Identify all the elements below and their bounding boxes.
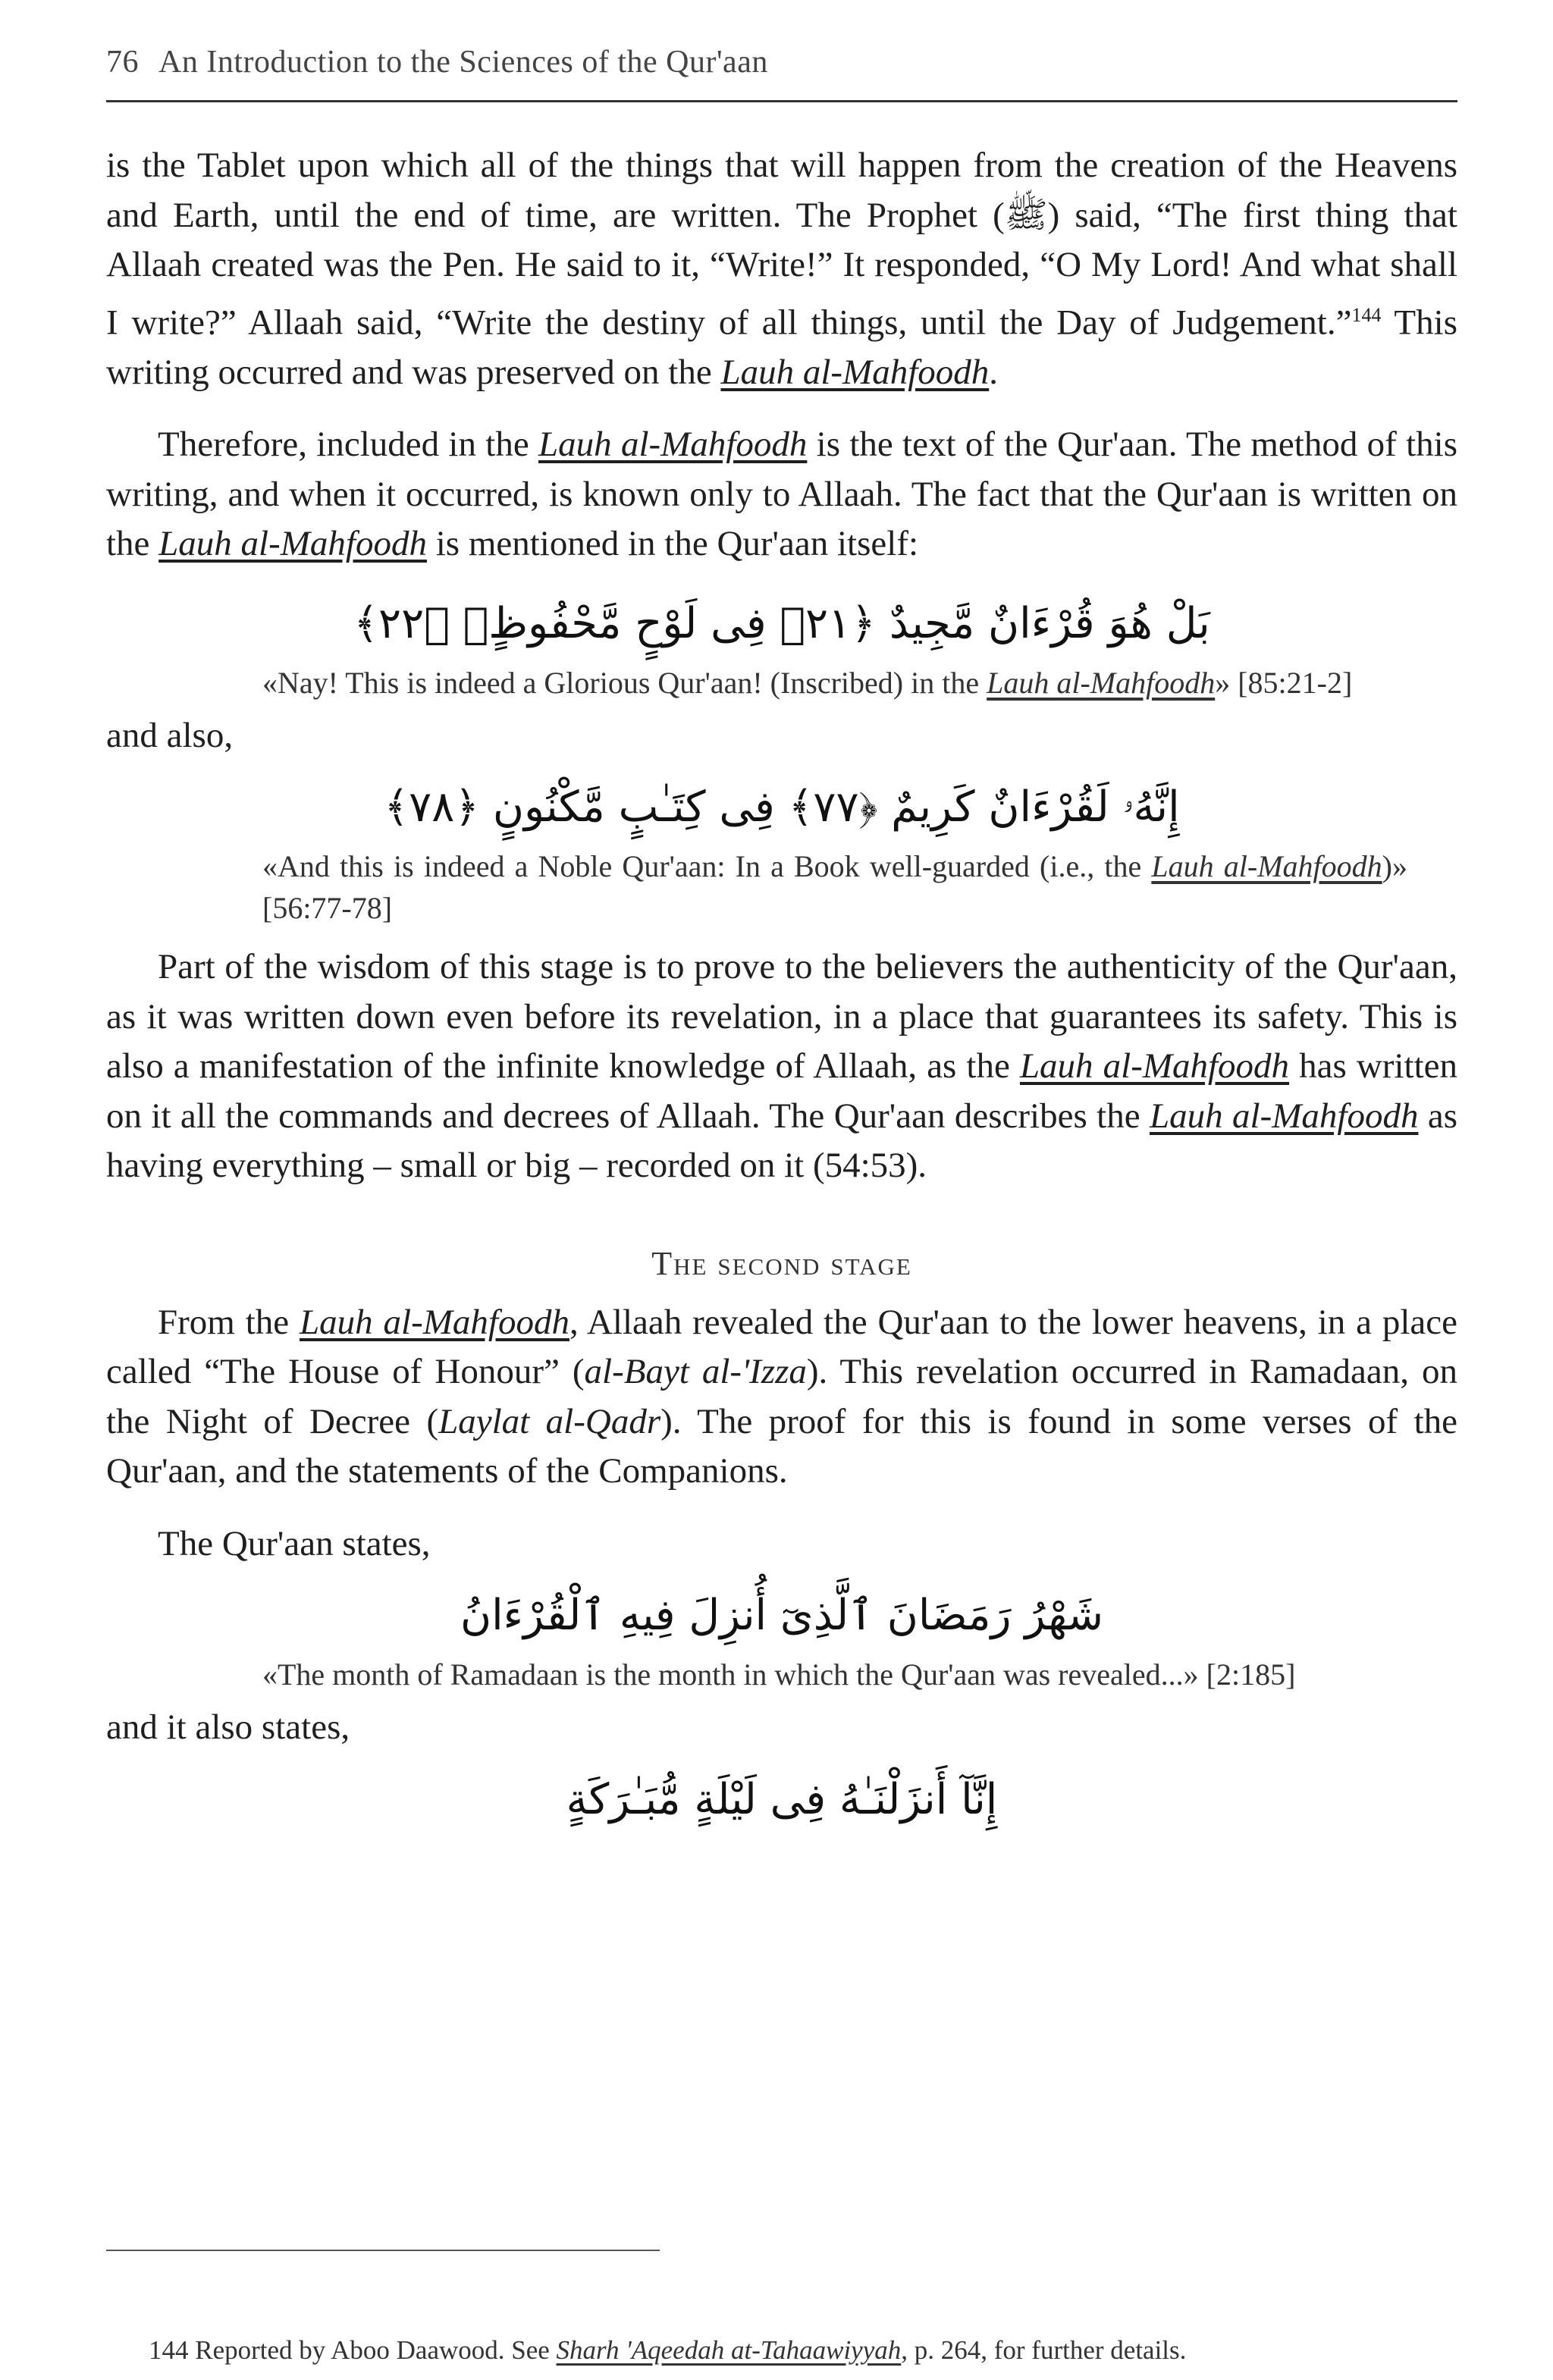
- arabic-verse-2: إِنَّهُۥ لَقُرْءَانٌ كَرِيمٌ ﴿٧٧﴾ فِى كِتَـٰبٍ مَّكْنُونٍ ﴿٧٨﴾: [384, 782, 1180, 833]
- paragraph-3: Part of the wisdom of this stage is to prove to the believers the authenticity of the Qur'aan, as it was written down even before its revelation, in a place that guarantees its safety. This is also a manifestation of the infinite knowledge of Allaah, as the Lauh al-Mahfoodh has written on it all the commands and decrees of Allaah. The Qur'aan describes the Lauh al-Mahfoodh as having everything – small or big – recorded on it (54:53).: [106, 947, 1458, 1186]
- footnote: 144 Reported by Aboo Daawood. See Sharh 'Aqeedah at-Tahaawiyyah, p. 264, for further details.: [149, 2335, 1187, 2365]
- running-header: [106, 44, 1456, 80]
- and-also-states-text: and it also states,: [106, 1707, 350, 1748]
- and-also-text: and also,: [106, 715, 234, 755]
- arabic-verse-3: شَهْرُ رَمَضَانَ ٱلَّذِىٓ أُنزِلَ فِيهِ ٱلْقُرْءَانُ: [460, 1591, 1104, 1641]
- footnote-ref[interactable]: 144: [1351, 303, 1382, 326]
- paragraph-1: is the Tablet upon which all of the things that will happen from the creation of the Heavens and Earth, until the end of time, are written. The Prophet (ﷺ) said, “The first thing that Allaah created was the Pen. He said to it, “Write!” It responded, “O My Lord! And what shall I write?” Allaah said, “Write the destiny of all things, until the Day of Judgement.”$^{144}$ This writing occurred and was preserved on the Lauh al-Mahfoodh.: [106, 146, 1457, 392]
- verse-translation-2: «And this is indeed a Noble Qur'aan: In a Book well-guarded (i.e., the Lauh al-Mahfoodh)» [56:77-78]: [262, 849, 1407, 926]
- section-heading: The second stage: [651, 1244, 912, 1282]
- header-rule: [106, 100, 1457, 102]
- page-body: [106, 141, 1457, 1838]
- footnote-rule: [106, 2250, 660, 2251]
- arabic-verse-4: إِنَّآ أَنزَلْنَـٰهُ فِى لَيْلَةٍ مُّبَـٰرَكَةٍ: [566, 1774, 998, 1824]
- book-title: An Introduction to the Sciences of the Qur'aan: [158, 45, 768, 80]
- verse-translation-3: «The month of Ramadaan is the month in which the Qur'aan was revealed...» [2:185]: [262, 1657, 1296, 1692]
- verse-translation-1: «Nay! This is indeed a Glorious Qur'aan! (Inscribed) in the Lauh al-Mahfoodh» [85:21-2]: [262, 665, 1353, 700]
- paragraph-5: The Qur'aan states,: [158, 1523, 431, 1563]
- arabic-verse-1: بَلْ هُوَ قُرْءَانٌ مَّجِيدٌ ﴿٢١﴾ فِى لَوْحٍ مَّحْفُوظٍۭ ﴿٢٢﴾: [353, 598, 1210, 648]
- paragraph-4: From the Lauh al-Mahfoodh, Allaah revealed the Qur'aan to the lower heavens, in a place called “The House of Honour” (al-Bayt al-'Izza). This revelation occurred in Ramadaan, on the Night of Decree (Laylat al-Qadr). The proof for this is found in some verses of the Qur'aan, and the statements of the Companions.: [106, 1302, 1457, 1491]
- page-number: 76: [106, 45, 139, 80]
- paragraph-2: Therefore, included in the Lauh al-Mahfoodh is the text of the Qur'aan. The method of this writing, and when it occurred, is known only to Allaah. The fact that the Qur'aan is written on the Lauh al-Mahfoodh is mentioned in the Qur'aan itself:: [106, 425, 1457, 564]
